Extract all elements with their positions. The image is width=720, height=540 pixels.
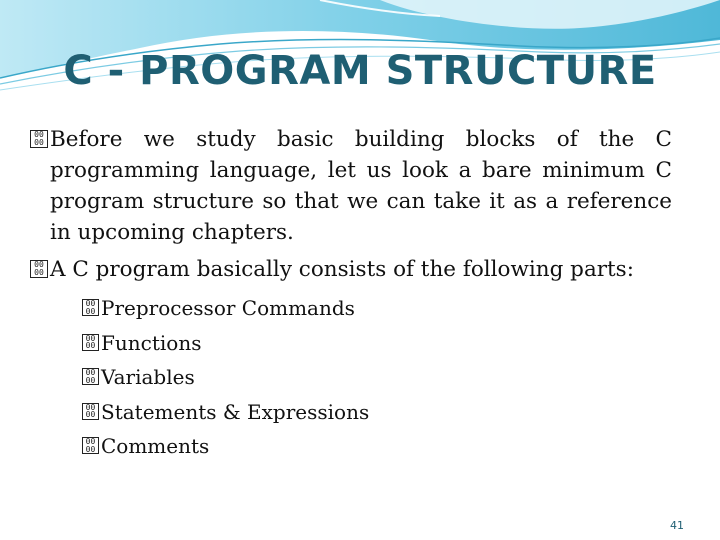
missing-glyph-icon: 00 00 bbox=[82, 437, 99, 454]
list-item-text: Functions bbox=[101, 330, 202, 355]
slide-body bbox=[30, 124, 672, 464]
missing-glyph-icon: 00 00 bbox=[82, 334, 99, 351]
parts-list bbox=[82, 291, 672, 464]
missing-glyph-icon: 00 00 bbox=[82, 403, 99, 420]
list-item-text: Preprocessor Commands bbox=[101, 296, 355, 320]
missing-glyph-icon: 00 00 bbox=[30, 130, 48, 148]
list-item-text: Statements & Expressions bbox=[101, 399, 370, 424]
paragraph-parts bbox=[30, 254, 672, 285]
list-item bbox=[82, 326, 672, 361]
list-item bbox=[82, 360, 672, 395]
slide-title: C - PROGRAM STRUCTURE bbox=[63, 48, 657, 94]
missing-glyph-icon: 00 00 bbox=[82, 368, 99, 385]
paragraph-intro bbox=[30, 124, 672, 248]
paragraph-intro-text: Before we study basic building blocks of the C programming language, let us look a bare minimum C program structure so that we can take it as a reference in upcoming chapters. bbox=[50, 127, 672, 245]
page-number: 41 bbox=[670, 519, 684, 532]
list-item bbox=[82, 395, 672, 430]
missing-glyph-icon: 00 00 bbox=[30, 260, 48, 278]
paragraph-parts-text: A C program basically consists of the following parts: bbox=[50, 257, 634, 282]
list-item-text: Comments bbox=[101, 434, 210, 458]
list-item bbox=[82, 429, 672, 464]
missing-glyph-icon: 00 00 bbox=[82, 299, 99, 316]
list-item-text: Variables bbox=[101, 365, 195, 389]
list-item bbox=[82, 291, 672, 326]
